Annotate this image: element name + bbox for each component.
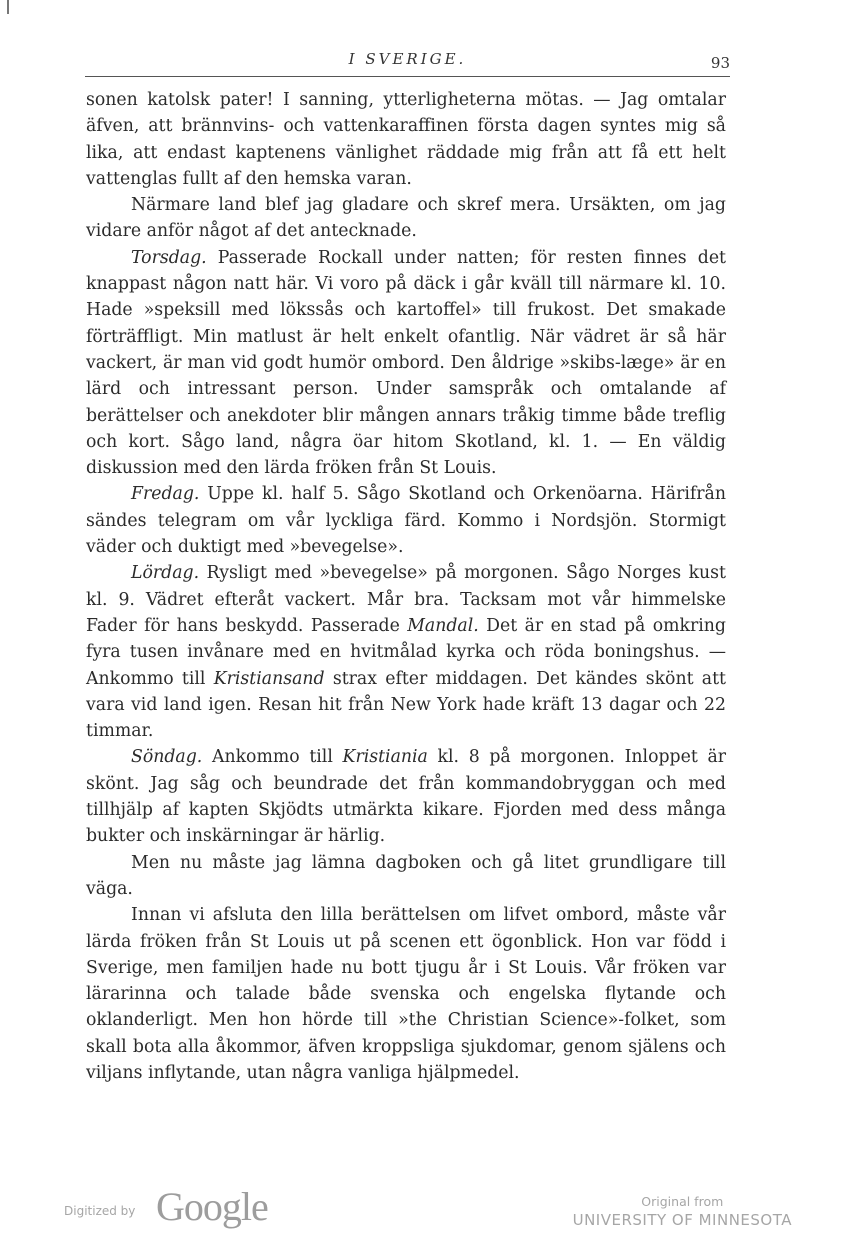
text-run: strax efter middagen. Det kändes skönt att vara vid land igen. Resan hit från New York hade kräft 13 dagar och 22 timmar. (86, 668, 726, 742)
text-run: Rysligt med »bevegelse» på morgonen. Sågo Norges kust kl. 9. Vädret efteråt vackert. Mår bra. Tacksam mot vår himmelske Fader för hans beskydd. Passerade (86, 563, 726, 636)
text-run: kl. 8 på morgonen. Inloppet är skönt. Jag såg och beundrade det från kommandobryggan och med tillhjälp af kapten Skjödts utmärkta kikare. Fjorden med dess många bukter och inskärningar är härlig. (86, 747, 727, 847)
text-run: Men nu måste jag lämna dagboken och gå litet grundligare till väga. (86, 852, 726, 899)
scan-edge-mark (7, 0, 9, 14)
paragraph (86, 192, 726, 245)
paragraph (86, 481, 726, 560)
text-run: Uppe kl. half 5. Sågo Skotland och Orkenöarna. Härifrån sändes telegram om vår lyckliga färd. Kommo i Nordsjön. Stormigt väder och duktigt med »bevegelse». (86, 484, 726, 558)
running-title: I SVERIGE. (348, 50, 467, 68)
paragraph (86, 850, 726, 903)
text-run: Innan vi afsluta den lilla berättelsen om lifvet ombord, måste vår lärda fröken från St Louis ut på scenen ett ögonblick. Hon var född i Sverige, men familjen hade nu bott tjugu år i St Louis. Vår fröken var lärarinna och talade både svenska och engelska flytande och oklanderligt. Men hon hörde till »the Christian Science»-folket, som skall bota alla åkommor, äfven kroppsliga sjukdomar, genom själens och viljans inflytande, utan några vanliga hjälpmedel. (86, 905, 726, 1083)
italic-text: Lördag. (131, 563, 200, 584)
text-run: Ankommo till (202, 747, 343, 768)
text-run: Passerade Rockall under natten; för resten finnes det knappast någon natt här. Vi voro på däck i går kväll till närmare kl. 10. Hade »speksill med lökssås och kartoffel» till frukost. Det smakade förträffligt. Min matlust är helt enkelt ofantlig. När vädret är så här vackert, är man vid godt humör ombord. Den åldrige »skibs-læge» är en lärd och intressant person. Under samspråk och omtalande af berättelser och anekdoter blir mången annars tråkig timme både treflig och kort. Sågo land, några öar hitom Skotland, kl. 1. — En väldig diskussion med den lärda fröken från St Louis. (86, 247, 726, 479)
italic-text: Torsdag. (131, 247, 207, 268)
paragraph (86, 560, 726, 744)
university-label: UNIVERSITY OF MINNESOTA (572, 1211, 792, 1229)
original-from-label: Original from (641, 1194, 724, 1209)
page-number: 93 (710, 54, 730, 72)
italic-text: Mandal. (407, 615, 479, 636)
paragraph (86, 902, 726, 1086)
running-header (85, 42, 730, 77)
text-run: Närmare land blef jag gladare och skref mera. Ursäkten, om jag vidare anför något af det antecknade. (86, 195, 726, 242)
digitized-by-label: Digitized by (64, 1204, 136, 1218)
italic-text: Fredag. (131, 484, 200, 505)
source-watermark (573, 1194, 792, 1230)
italic-text: Kristiania (342, 747, 428, 768)
text-run: Det är en stad på omkring fyra tusen invånare med en hvitmålad kyrka och röda boningshus. — Ankommo till (86, 615, 726, 689)
paragraph (86, 87, 726, 192)
paragraph (86, 245, 726, 482)
italic-text: Kristiansand (213, 668, 325, 689)
paragraph (86, 744, 726, 849)
italic-text: Söndag. (131, 747, 203, 768)
body-text (86, 87, 726, 1086)
text-run: sonen katolsk pater! I sanning, ytterligheterna mötas. — Jag omtalar äfven, att brännvins- och vattenkaraffinen första dagen syntes mig så lika, att endast kaptenens vänlighet räddade mig från att få ett helt vattenglas fullt af den hemska varan. (86, 90, 726, 189)
google-logo: Google (156, 1184, 268, 1229)
